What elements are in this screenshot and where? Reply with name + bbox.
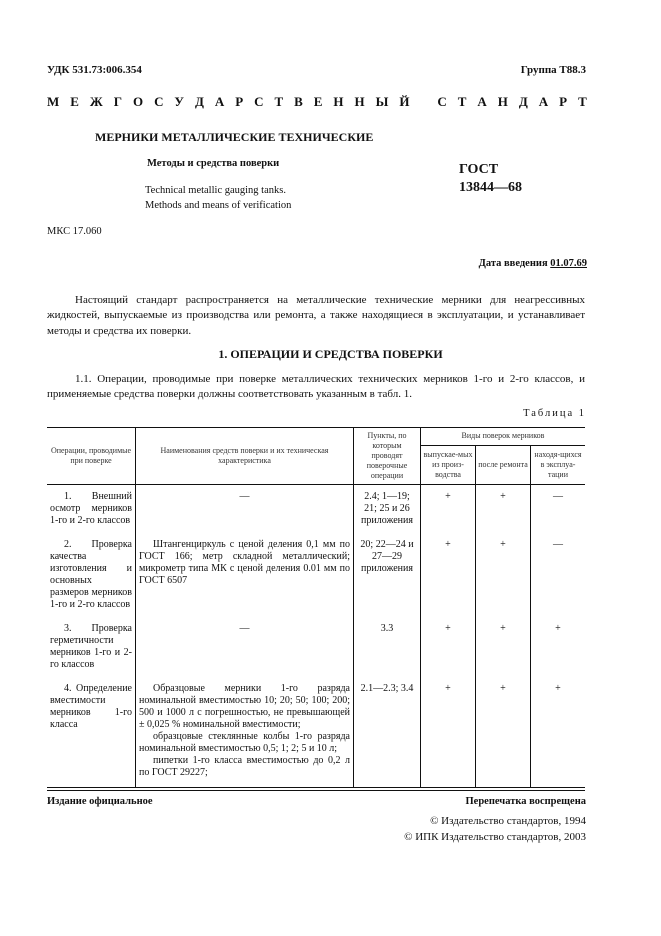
banner-gap [420, 94, 426, 110]
banner-letter: А [477, 94, 487, 109]
cell-released: + [421, 535, 476, 619]
means-text: Образцовые мерники 1-го разряда номинальной вместимостью 10; 20; 50; 100; 200; 500 и 1000 л с погрешностью, не превышающей ± 0,025 % номинальной вместимости; [139, 683, 350, 730]
cell-in-use: — [531, 485, 586, 536]
header-released: выпускае-мых из произ-водства [421, 445, 476, 484]
banner-letter: О [132, 94, 144, 109]
section-title: 1. ОПЕРАЦИИ И СРЕДСТВА ПОВЕРКИ [218, 347, 443, 361]
gost-number: 13844—68 [459, 180, 522, 195]
udk-code: УДК 531.73:006.354 [47, 64, 142, 76]
banner-letter: Г [113, 94, 122, 109]
banner-letter: Р [559, 94, 568, 109]
cell-after-repair: + [476, 679, 531, 788]
cell-after-repair: + [476, 485, 531, 536]
header-means: Наименования средств поверки и их техническая характеристика [136, 428, 354, 485]
banner-letter: С [437, 94, 447, 109]
mks-code: МКС 17.060 [47, 226, 102, 237]
footer-rule [47, 790, 585, 791]
intro-date [479, 258, 587, 269]
cell-means [136, 619, 354, 679]
operation-text: 4. Определение вместимости мерников 1-го класса [50, 683, 132, 730]
cell-means [136, 485, 354, 536]
cell-operation [47, 485, 136, 536]
means-text: — [239, 491, 250, 502]
cell-clauses: 20; 22—24 и 27—29 приложения [354, 535, 421, 619]
gost-label: ГОСТ [459, 162, 499, 177]
table-caption: Таблица 1 [523, 408, 586, 419]
table-row [47, 619, 585, 679]
banner-letter: Д [518, 94, 528, 109]
banner-letter: Н [333, 94, 344, 109]
header-kinds: Виды поверок мерников [421, 428, 586, 446]
banner-letter: А [538, 94, 549, 109]
means-text: пипетки 1-го класса вместимостью до 0,2 л по ГОСТ 29227; [139, 755, 350, 778]
header-operations: Операции, проводимые при поверке [47, 428, 136, 485]
banner-letter: Е [313, 94, 323, 109]
cell-released: + [421, 619, 476, 679]
intro-date-value: 01.07.69 [550, 258, 587, 269]
cell-after-repair: + [476, 535, 531, 619]
verification-table [47, 427, 585, 788]
cell-in-use: + [531, 679, 586, 788]
cell-clauses: 2.1—2.3; 3.4 [354, 679, 421, 788]
banner-letter: А [214, 94, 225, 109]
cell-released: + [421, 679, 476, 788]
intro-date-label: Дата введения [478, 258, 548, 269]
banner-letter: Й [399, 94, 410, 109]
header-clauses: Пункты, по которым проводят поверочные операции [354, 428, 421, 485]
banner-letter: Т [578, 94, 587, 109]
means-text: — [239, 623, 250, 634]
document-title: МЕРНИКИ МЕТАЛЛИЧЕСКИЕ ТЕХНИЧЕСКИЕ [95, 130, 374, 144]
banner-letter: Ы [375, 94, 389, 109]
cell-clauses: 3.3 [354, 619, 421, 679]
cell-after-repair: + [476, 619, 531, 679]
cell-in-use: + [531, 619, 586, 679]
english-title-line1: Technical metallic gauging tanks. [145, 185, 286, 196]
banner-letter: Т [457, 94, 467, 109]
banner-letter: С [254, 94, 264, 109]
table-row [47, 485, 585, 536]
banner-letter: Ж [89, 94, 103, 109]
cell-clauses: 2.4; 1—19; 21; 25 и 26 приложения [354, 485, 421, 536]
banner-letter: М [47, 94, 60, 109]
header-in-use: находя-щихся в эксплуа-тации [531, 445, 586, 484]
banner-letter: Н [354, 94, 365, 109]
operation-text: 1. Внешний осмотр мерников 1-го и 2-го классов [50, 491, 132, 526]
table-row [47, 679, 585, 788]
banner-letter: У [174, 94, 184, 109]
reprint-prohibited: Перепечатка воспрещена [465, 796, 586, 807]
banner-letter: Т [274, 94, 284, 109]
english-title-line2: Methods and means of verification [145, 200, 292, 211]
operation-text: 3. Проверка герметичности мерников 1-го и 2-го классов [50, 623, 132, 670]
cell-operation [47, 619, 136, 679]
cell-means [136, 679, 354, 788]
cell-operation [47, 679, 136, 788]
cell-in-use: — [531, 535, 586, 619]
banner-letter: Е [70, 94, 79, 109]
intro-paragraph: Настоящий стандарт распространяется на металлические технические мерники для неагрессивных жидкостей, выпускаемые из производства или ремонта, а также находящиеся в эксплуатации, и устанавливает методы и средства их поверки. [47, 294, 585, 337]
group-code: Группа Т88.3 [520, 64, 586, 76]
paragraph-1-1: 1.1. Операции, проводимые при поверке металлических технических мерников 1-го и 2-го классов, и применяемые средства поверки должны соответствовать указанным в табл. 1. [47, 373, 585, 400]
banner-letter: Р [235, 94, 244, 109]
official-edition: Издание официальное [47, 796, 153, 807]
copyright-line-1: © Издательство стандартов, 1994 [430, 815, 586, 827]
document-subtitle: Методы и средства поверки [147, 158, 280, 169]
cell-released: + [421, 485, 476, 536]
table-row [47, 535, 585, 619]
banner-letter: Д [194, 94, 204, 109]
cell-means [136, 535, 354, 619]
copyright-line-2: © ИПК Издательство стандартов, 2003 [404, 831, 586, 843]
banner-letter: В [294, 94, 303, 109]
means-text: Штангенциркуль с ценой деления 0,1 мм по ГОСТ 166; метр складной металлический; микрометр типа МК с ценой деления 0.01 мм по ГОСТ 6507 [139, 539, 350, 586]
banner-letter: Н [497, 94, 508, 109]
banner-letter: С [154, 94, 164, 109]
cell-operation [47, 535, 136, 619]
interstate-standard-banner [47, 94, 587, 110]
operation-text: 2. Проверка качества изготовления и основных размеров мерников 1-го и 2-го классов [50, 539, 132, 610]
header-after-repair: после ремонта [476, 445, 531, 484]
means-text: образцовые стеклянные колбы 1-го разряда номинальной вместимостью 0,5; 1; 2; 5 и 10 л; [139, 731, 350, 754]
